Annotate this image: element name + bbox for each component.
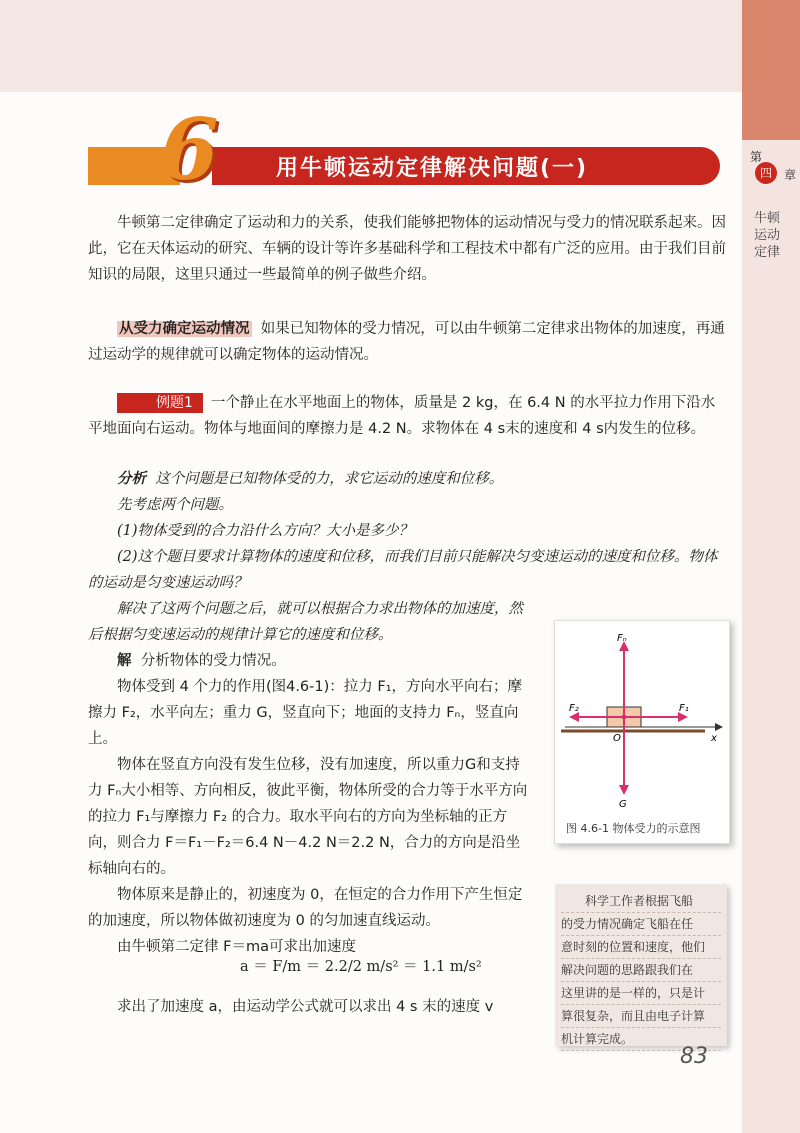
label-f2: F₂ (569, 703, 579, 714)
chapter-side-tab-top (742, 0, 800, 140)
note-line: 机计算完成。 (561, 1028, 721, 1051)
label-x: x (711, 733, 717, 744)
subhead-label: 从受力确定运动情况 (119, 321, 250, 337)
solution-paragraph-1: 物体受到 4 个力的作用(图4.6-1)：拉力 F₁，方向水平向右；摩擦力 F₂，水平向左；重力 G，竖直向下；地面的支持力 Fₙ，竖直向上。 (88, 679, 523, 747)
section-title: 用牛顿运动定律解决问题(一) (276, 156, 589, 181)
note-line: 这里讲的是一样的，只是计 (561, 982, 721, 1005)
analysis-line-1 (88, 466, 728, 492)
gravity-head (619, 785, 629, 795)
label-f1: F₁ (679, 703, 689, 714)
example-tag: 例题1 (117, 393, 203, 413)
margin-note (555, 884, 727, 1046)
analysis-question-2: (2)这个题目要求计算物体的速度和位移，而我们目前只能解决匀变速运动的速度和位移。物体的运动是匀变速运动吗？ (88, 549, 718, 591)
chapter-di: 第 (750, 150, 763, 164)
chapter-number-badge: 四 (755, 162, 777, 184)
example-paragraph (88, 390, 728, 442)
solution-paragraph-3: 物体原来是静止的，初速度为 0，在恒定的合力作用下产生恒定的加速度，所以物体做初速度为 0 的匀加速直线运动。 (88, 887, 523, 929)
solution-paragraph-5: 求出了加速度 a，由运动学公式就可以求出 4 s 末的速度 v (117, 999, 494, 1015)
analysis-question-1: (1)物体受到的合力沿什么方向？大小是多少？ (117, 523, 414, 539)
subhead-text: 如果已知物体的受力情况，可以由牛顿第二定律求出物体的加速度，再通过运动学的规律就可以确定物体的运动情况。 (88, 321, 725, 363)
note-line: 解决问题的思路跟我们在 (561, 959, 721, 982)
label-o: O (613, 733, 621, 744)
analysis-line-5: 解决了这两个问题之后，就可以根据合力求出物体的加速度，然后根据匀变速运动的规律计算它的速度和位移。 (88, 601, 523, 643)
note-line: 科学工作者根据飞船 (561, 890, 721, 913)
note-line: 意时刻的位置和速度，他们 (561, 936, 721, 959)
solution-paragraph-4: 由牛顿第二定律 F＝ma可求出加速度 (117, 939, 356, 955)
section-number: 6 (160, 100, 219, 199)
intro-paragraph: 牛顿第二定律确定了运动和力的关系，使我们能够把物体的运动情况与受力的情况联系起来。因此，它在天体运动的研究、车辆的设计等许多基础科学和工程技术中都有广泛的应用。由于我们目前知识的局限，这里只通过一些最简单的例子做些介绍。 (88, 215, 726, 283)
analysis-line-2: 先考虑两个问题。 (117, 497, 233, 513)
solution-label: 解 (117, 653, 132, 669)
figure-caption: 图 4.6-1 物体受力的示意图 (566, 822, 701, 835)
solution-text: 分析物体的受力情况。 (140, 653, 286, 669)
subhead-paragraph (88, 316, 728, 368)
force-diagram-figure (554, 620, 730, 844)
chapter-zhang: 章 (784, 168, 797, 182)
note-line: 的受力情况确定飞船在任 (561, 913, 721, 936)
analysis-label: 分析 (117, 470, 146, 487)
example-text: 一个静止在水平地面上的物体，质量是 2 kg，在 6.4 N 的水平拉力作用下沿水平地面向右运动。物体与地面间的摩擦力是 4.2 N。求物体在 4 s末的速度和 4 s内发生的位移。 (88, 395, 716, 437)
page-number: 83 (680, 1044, 708, 1069)
note-line: 算很复杂，而且由电子计算 (561, 1005, 721, 1028)
solution-line (88, 648, 528, 674)
analysis-text: 这个问题是已知物体受的力，求它运动的速度和位移。 (155, 471, 504, 487)
header-band (0, 0, 742, 92)
solution-paragraph-2: 物体在竖直方向没有发生位移，没有加速度，所以重力G和支持力 Fₙ大小相等、方向相反，彼此平衡，物体所受的合力等于水平方向的拉力 F₁与摩擦力 F₂ 的合力。取水平向右的方向为坐标轴的正方向，则合力 F＝F₁－F₂＝6.4 N－4.2 N＝2.2 N，合力的方向是沿坐标轴向右的。 (88, 757, 528, 877)
acceleration-formula: a ＝ F/m ＝ 2.2/2 m/s² ＝ 1.1 m/s² (240, 959, 482, 975)
label-g: G (619, 799, 627, 810)
chapter-title: 牛顿运动定律 (753, 211, 780, 260)
label-fn: Fₙ (617, 633, 627, 644)
force-diagram (555, 621, 729, 843)
x-axis-arrow (715, 723, 723, 731)
